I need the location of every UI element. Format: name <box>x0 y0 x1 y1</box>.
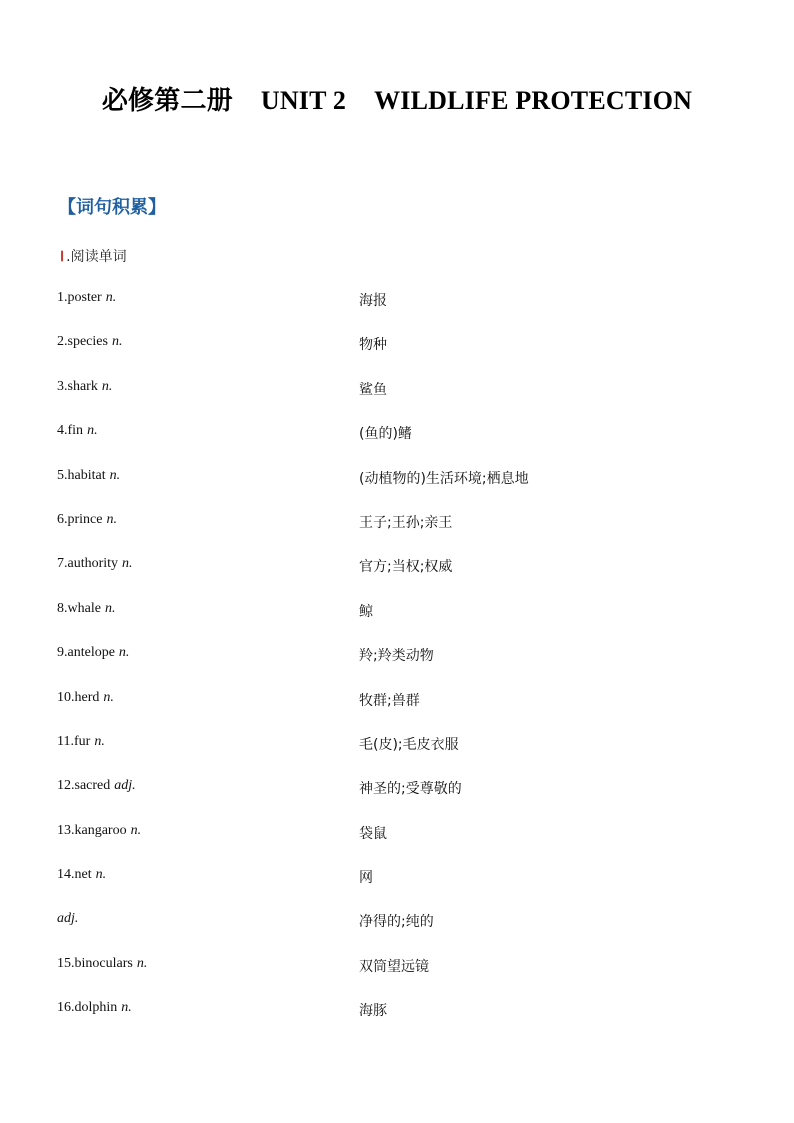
vocab-meaning: 官方;当权;权威 <box>359 559 453 576</box>
vocab-part-of-speech: n. <box>109 467 121 483</box>
vocab-part-of-speech: n. <box>121 1000 132 1016</box>
vocab-word-text: 15.binoculars <box>57 955 133 971</box>
title-topic: WILDLIFE PROTECTION <box>374 86 693 115</box>
vocab-word <box>57 867 106 883</box>
list-item <box>57 778 757 822</box>
list-item <box>57 690 757 734</box>
vocab-meaning: 袋鼠 <box>359 825 387 842</box>
vocab-part-of-speech: n. <box>118 645 130 661</box>
vocab-word-text: 3.shark <box>57 378 98 394</box>
list-item <box>57 290 757 334</box>
list-item <box>57 379 757 423</box>
list-item <box>57 911 757 955</box>
page-title <box>0 80 794 117</box>
vocab-word <box>57 290 116 306</box>
vocab-part-of-speech: adj. <box>57 911 79 927</box>
vocab-meaning: (鱼的)鳍 <box>359 426 412 443</box>
vocab-word-text: 4.fin <box>57 423 84 439</box>
sub-heading-number: Ⅰ <box>60 250 65 265</box>
vocab-meaning: 净得的;纯的 <box>359 914 434 931</box>
list-item <box>57 423 757 467</box>
vocab-part-of-speech: n. <box>111 334 123 350</box>
vocab-part-of-speech: n. <box>122 556 133 572</box>
sub-heading <box>60 246 127 266</box>
vocab-word-text: 1.poster <box>57 290 102 305</box>
vocab-word-text: 7.authority <box>57 556 119 572</box>
vocab-word <box>57 645 129 661</box>
vocab-meaning: 网 <box>359 870 373 887</box>
section-heading: 【词句积累】 <box>58 197 166 218</box>
vocab-word-text: 8.whale <box>57 600 101 616</box>
vocab-meaning: 羚;羚类动物 <box>359 648 434 665</box>
vocab-meaning: 海报 <box>359 293 387 309</box>
vocab-word <box>57 556 133 572</box>
title-unit: UNIT 2 <box>260 86 347 115</box>
list-item <box>57 468 757 512</box>
vocab-part-of-speech: adj. <box>114 778 136 794</box>
vocab-part-of-speech: n. <box>87 423 98 439</box>
vocab-word <box>57 956 147 972</box>
vocab-meaning: 海豚 <box>359 1003 387 1020</box>
vocab-list <box>57 290 757 1045</box>
vocab-meaning: 神圣的;受尊敬的 <box>359 781 462 798</box>
vocab-word-text: 9.antelope <box>57 645 115 661</box>
vocab-meaning: 毛(皮);毛皮衣服 <box>359 736 459 753</box>
vocab-word <box>57 690 114 706</box>
vocab-word-text: 16.dolphin <box>57 1000 118 1016</box>
list-item <box>57 512 757 556</box>
vocab-part-of-speech: n. <box>136 955 148 971</box>
vocab-part-of-speech: n. <box>130 822 142 838</box>
vocab-word <box>57 823 141 839</box>
vocab-meaning: 牧群;兽群 <box>359 692 420 709</box>
vocab-word <box>57 734 105 750</box>
vocab-word-text: 2.species <box>57 334 108 350</box>
vocab-meaning: 双筒望远镜 <box>359 958 429 975</box>
vocab-word <box>57 911 78 927</box>
vocab-meaning: 物种 <box>359 337 387 354</box>
vocab-meaning: 鲨鱼 <box>359 381 387 398</box>
vocab-word <box>57 1000 132 1016</box>
list-item <box>57 867 757 911</box>
vocab-word-text: 10.herd <box>57 689 100 705</box>
vocab-meaning: 王子;王孙;亲王 <box>359 514 453 531</box>
vocab-part-of-speech: n. <box>103 689 114 705</box>
vocab-part-of-speech: n. <box>104 600 116 616</box>
vocab-part-of-speech: n. <box>101 378 113 394</box>
vocab-word <box>57 468 120 484</box>
sub-heading-label: .阅读单词 <box>66 249 127 265</box>
list-item <box>57 334 757 378</box>
list-item <box>57 601 757 645</box>
vocab-word-text: 6.prince <box>57 511 103 527</box>
title-cn: 必修第二册 <box>101 86 233 115</box>
vocab-word <box>57 601 115 617</box>
vocab-part-of-speech: n. <box>95 867 107 883</box>
list-item <box>57 1000 757 1044</box>
vocab-word-text: 11.fur <box>57 733 91 749</box>
vocab-meaning: 鲸 <box>359 603 373 620</box>
vocab-word-text: 13.kangaroo <box>57 822 127 838</box>
vocab-word-text: 14.net <box>57 867 92 883</box>
list-item <box>57 734 757 778</box>
vocab-part-of-speech: n. <box>106 511 117 527</box>
vocab-part-of-speech: n. <box>105 290 117 305</box>
vocab-meaning: (动植物的)生活环境;栖息地 <box>359 470 529 487</box>
list-item <box>57 556 757 600</box>
list-item <box>57 823 757 867</box>
vocab-word <box>57 423 98 439</box>
vocab-part-of-speech: n. <box>94 733 105 749</box>
vocab-word-text: 12.sacred <box>57 778 111 794</box>
vocab-word-text: 5.habitat <box>57 467 106 483</box>
list-item <box>57 645 757 689</box>
vocab-word <box>57 778 136 794</box>
vocab-word <box>57 379 112 395</box>
vocab-word <box>57 512 117 528</box>
list-item <box>57 956 757 1000</box>
vocab-word <box>57 334 122 350</box>
